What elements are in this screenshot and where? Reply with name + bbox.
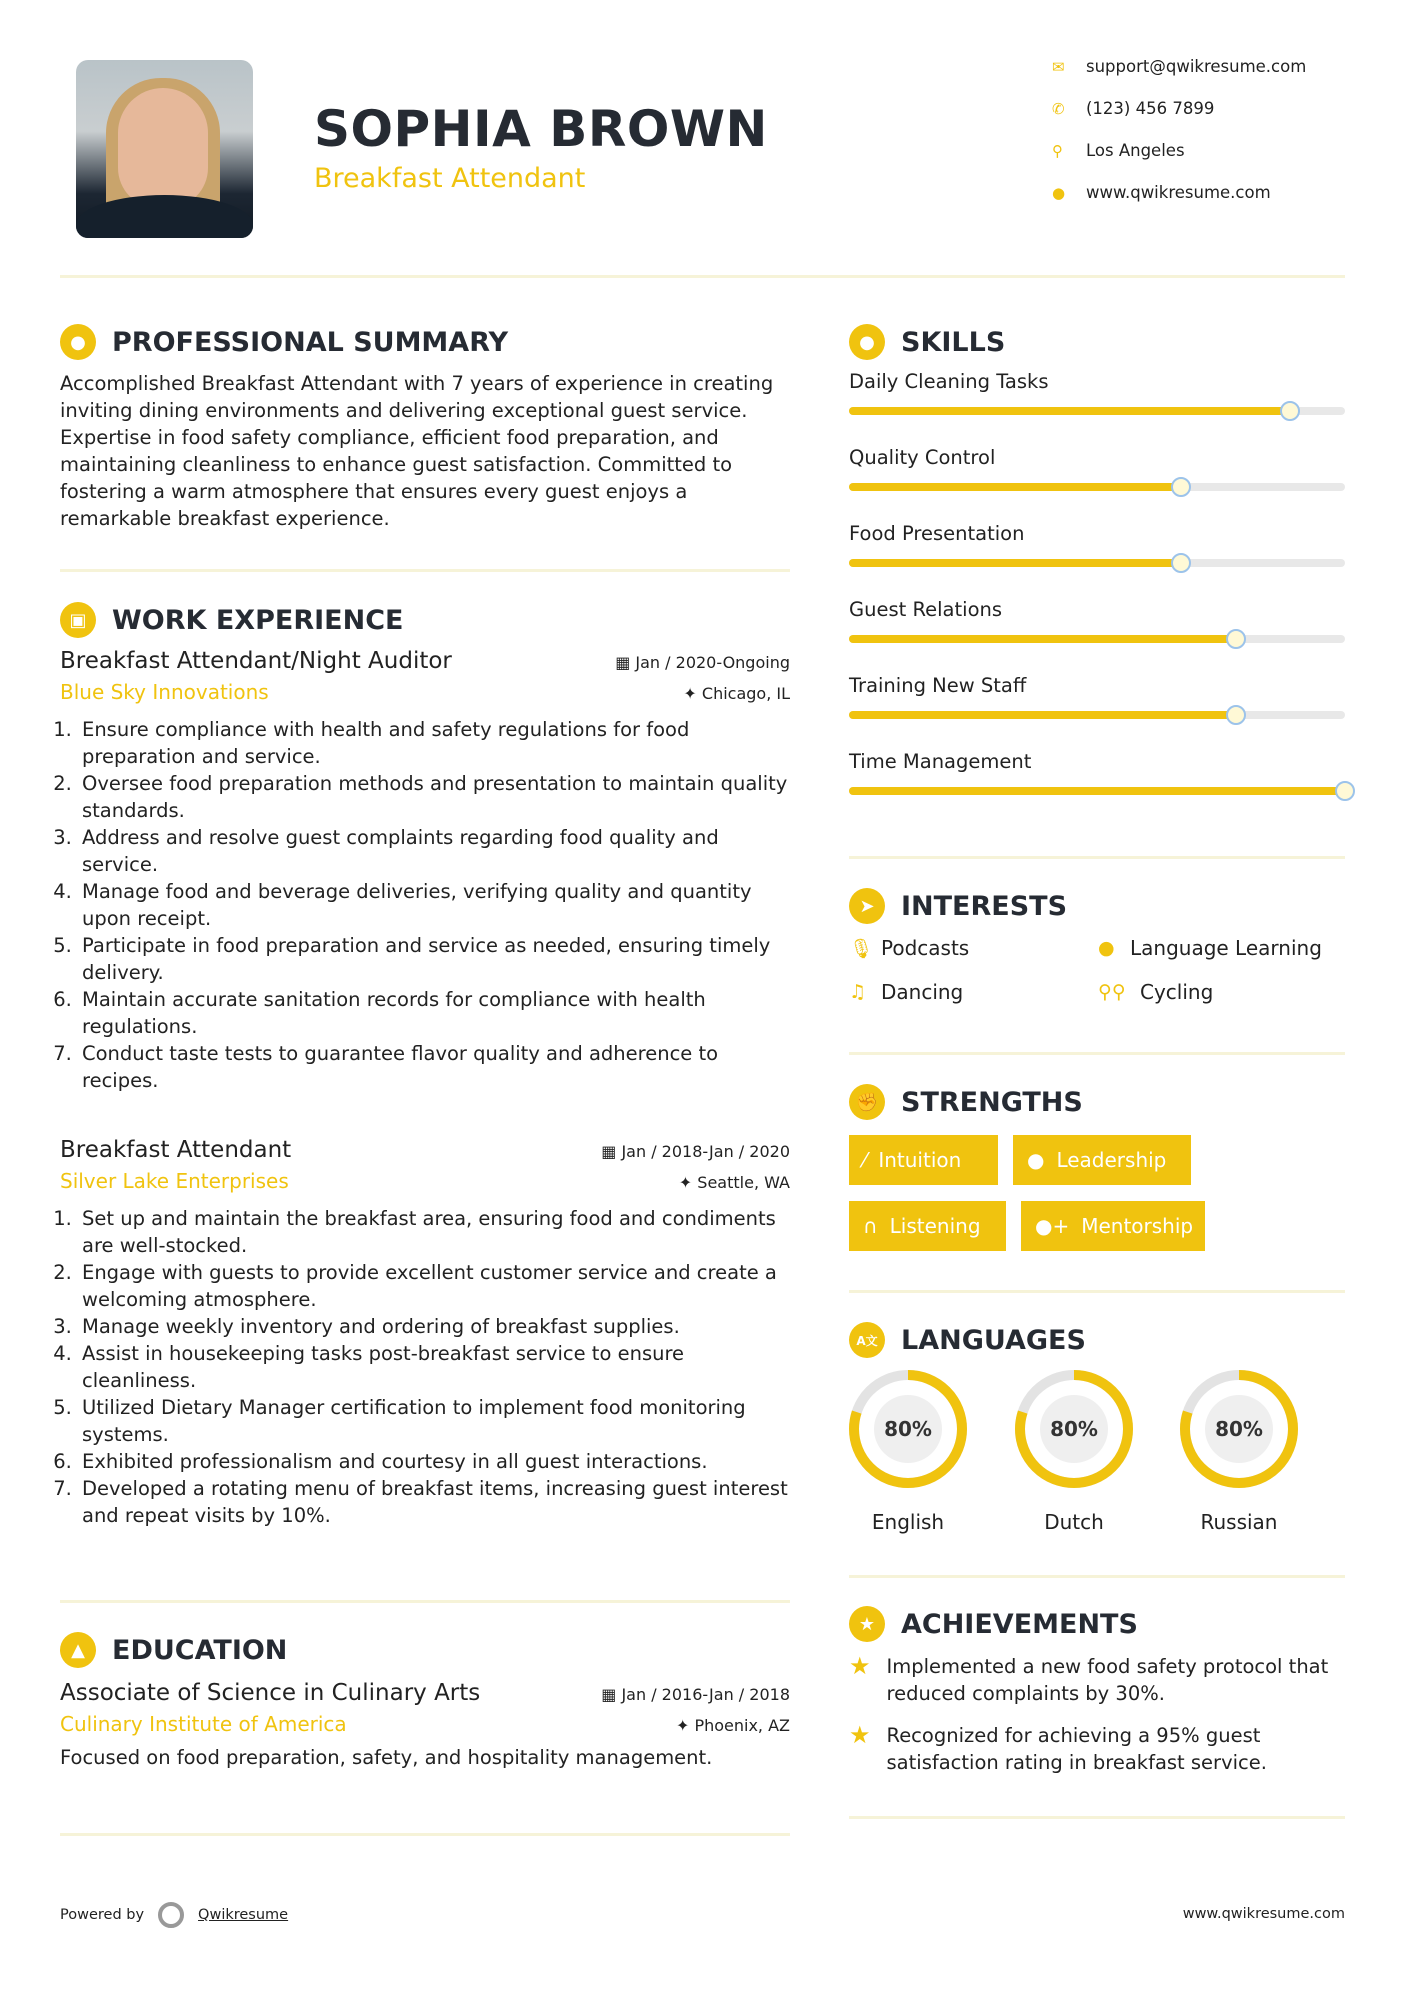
skill-bar-fill	[849, 407, 1290, 415]
achievement-text: Implemented a new food safety protocol that reduced complaints by 30%.	[886, 1655, 1329, 1705]
envelope-icon: ✉	[1052, 57, 1065, 76]
strength-chip	[849, 1201, 1006, 1251]
graduation-icon: ▲	[60, 1632, 96, 1668]
divider	[60, 1833, 790, 1836]
divider	[849, 1052, 1345, 1055]
skill-item	[849, 750, 1345, 826]
list-item: 5. Participate in food preparation and service as needed, ensuring timely delivery.	[78, 932, 790, 986]
list-item: 1. Ensure compliance with health and safety regulations for food preparation and service.	[78, 716, 790, 770]
list-item: 7. Developed a rotating menu of breakfast items, increasing guest interest and repeat visits by 10%.	[78, 1475, 790, 1529]
heading-text: WORK EXPERIENCE	[112, 604, 404, 636]
job-entry	[60, 1137, 790, 1529]
skill-knob	[1226, 629, 1246, 649]
heading-text: INTERESTS	[901, 890, 1068, 922]
language-label: English	[871, 1510, 945, 1534]
heading-text: PROFESSIONAL SUMMARY	[112, 326, 509, 358]
candidate-name: SOPHIA BROWN	[314, 100, 768, 158]
dates-text: Jan / 2016-Jan / 2018	[621, 1685, 790, 1704]
achievement-item	[849, 1653, 1345, 1707]
divider	[849, 1290, 1345, 1293]
company-name: Silver Lake Enterprises	[60, 1169, 289, 1193]
headphones-icon: ∩	[863, 1214, 878, 1238]
footer-website[interactable]: www.qwikresume.com	[1182, 1906, 1345, 1922]
chip-label: Listening	[889, 1214, 981, 1238]
list-item: 3. Manage weekly inventory and ordering of breakfast supplies.	[78, 1313, 790, 1340]
language-percent: 80%	[884, 1417, 932, 1441]
languages-heading	[849, 1322, 1086, 1358]
language-donut	[1174, 1366, 1304, 1492]
skill-item	[849, 522, 1345, 598]
education-description: Focused on food preparation, safety, and hospitality management.	[60, 1746, 713, 1769]
skills-heading	[849, 324, 1005, 360]
job-duties	[60, 716, 790, 1094]
fist-icon: ✊	[849, 1084, 885, 1120]
dates-text: Jan / 2018-Jan / 2020	[621, 1142, 790, 1161]
calendar-icon: ▦	[615, 653, 636, 672]
job-entry	[60, 648, 790, 1094]
list-item: 4. Assist in housekeeping tasks post-breakfast service to ensure cleanliness.	[78, 1340, 790, 1394]
location-text: Chicago, IL	[701, 684, 790, 703]
job-dates	[601, 1142, 790, 1161]
chip-label: Intuition	[878, 1148, 962, 1172]
list-item: 6. Exhibited professionalism and courtesy in all guest interactions.	[78, 1448, 790, 1475]
skill-item	[849, 674, 1345, 750]
list-item: 7. Conduct taste tests to guarantee flavor quality and adherence to recipes.	[78, 1040, 790, 1094]
heading-text: EDUCATION	[112, 1634, 288, 1666]
contact-text: Los Angeles	[1086, 141, 1185, 160]
location-text: Phoenix, AZ	[694, 1716, 790, 1735]
job-title: Breakfast Attendant/Night Auditor	[60, 648, 452, 674]
strength-chip	[1013, 1135, 1191, 1185]
list-item: 6. Maintain accurate sanitation records for compliance with health regulations.	[78, 986, 790, 1040]
language-label: Dutch	[1044, 1510, 1104, 1534]
strength-chip	[849, 1135, 998, 1185]
contact-text: (123) 456 7899	[1086, 99, 1215, 118]
skill-item	[849, 446, 1345, 522]
skill-label: Training New Staff	[849, 674, 1027, 697]
education-heading	[60, 1632, 287, 1668]
contact-email[interactable]	[1052, 57, 1306, 76]
briefcase-icon: ▣	[60, 602, 96, 638]
list-item: 3. Address and resolve guest complaints regarding food quality and service.	[78, 824, 790, 878]
list-item: 2. Oversee food preparation methods and presentation to maintain quality standards.	[78, 770, 790, 824]
star-icon: ★	[849, 1652, 871, 1680]
skill-bar	[849, 483, 1345, 491]
interest-label: Dancing	[881, 980, 964, 1004]
list-item: 1. Set up and maintain the breakfast area, ensuring food and condiments are well-stocked.	[78, 1205, 790, 1259]
contact-text: support@qwikresume.com	[1086, 57, 1307, 76]
interest-label: Podcasts	[881, 936, 970, 960]
divider	[60, 569, 790, 572]
calendar-icon: ▦	[601, 1142, 622, 1161]
divider	[60, 1600, 790, 1603]
user-icon: ●	[60, 324, 96, 360]
microphone-icon: 🎙	[849, 937, 874, 960]
star-icon: ★	[849, 1721, 871, 1749]
divider	[849, 1816, 1345, 1819]
divider	[849, 856, 1345, 859]
strengths-heading	[849, 1084, 1083, 1120]
language-percent: 80%	[1050, 1417, 1098, 1441]
user-plus-icon: ●+	[1035, 1214, 1070, 1238]
summary-text: Accomplished Breakfast Attendant with 7 years of experience in creating inviting dining environments and delivering exceptional guest service. Expertise in food safety compliance, efficient food preparation, and maintaining cleanliness to enhance guest satisfaction. Committed to fostering a warm atmosphere that ensures every guest enjoys a remarkable breakfast experience.	[60, 372, 774, 530]
dates-text: Jan / 2020-Ongoing	[635, 653, 790, 672]
profile-photo	[76, 60, 253, 238]
summary-heading	[60, 324, 508, 360]
heading-text: SKILLS	[901, 326, 1006, 358]
bicycle-icon: ⚲⚲	[1098, 981, 1126, 1003]
job-location	[679, 1173, 790, 1192]
pushpin-icon: ✦	[678, 1173, 698, 1192]
edu-dates	[601, 1685, 790, 1704]
education-entry	[60, 1680, 790, 1771]
language-label: Russian	[1200, 1510, 1278, 1534]
star-icon: ★	[849, 1606, 885, 1642]
globe-icon: ●	[1098, 937, 1115, 959]
skill-bar	[849, 635, 1345, 643]
skill-knob	[1226, 705, 1246, 725]
skill-bar	[849, 787, 1345, 795]
phone-icon: ✆	[1052, 99, 1065, 118]
globe-icon: ●	[1052, 183, 1066, 202]
job-location	[683, 684, 790, 703]
users-icon: ●	[1027, 1148, 1045, 1172]
interest-label: Cycling	[1140, 980, 1214, 1004]
contact-phone	[1052, 99, 1214, 118]
interests-heading	[849, 888, 1067, 924]
interest-label: Language Learning	[1130, 936, 1322, 960]
interest-item	[1098, 980, 1213, 1004]
language-percent: 80%	[1215, 1417, 1263, 1441]
language-item	[1009, 1366, 1139, 1534]
skill-item	[849, 370, 1345, 446]
skill-bar	[849, 407, 1345, 415]
contact-text: www.qwikresume.com	[1086, 183, 1271, 202]
language-icon: A文	[849, 1322, 885, 1358]
map-pin-icon: ⚲	[1052, 141, 1063, 160]
chip-label: Mentorship	[1081, 1214, 1194, 1238]
interest-item	[849, 980, 963, 1004]
skill-knob	[1171, 553, 1191, 573]
music-icon: ♫	[849, 981, 867, 1003]
edu-location	[676, 1716, 790, 1735]
heading-text: LANGUAGES	[901, 1324, 1086, 1356]
skill-item	[849, 598, 1345, 674]
company-name: Blue Sky Innovations	[60, 680, 269, 704]
skill-bar-fill	[849, 711, 1236, 719]
job-duties	[60, 1205, 790, 1529]
interest-item	[1098, 936, 1322, 960]
magic-wand-icon: ⁄	[863, 1148, 867, 1172]
skill-bar-fill	[849, 787, 1345, 795]
powered-by-text: Powered by	[60, 1907, 145, 1923]
skill-knob	[1171, 477, 1191, 497]
skill-bar	[849, 711, 1345, 719]
achievements-heading	[849, 1606, 1138, 1642]
paper-plane-icon: ➤	[849, 888, 885, 924]
list-item: 5. Utilized Dietary Manager certification to implement food monitoring systems.	[78, 1394, 790, 1448]
strength-chip	[1021, 1201, 1205, 1251]
lightbulb-icon: ●	[849, 324, 885, 360]
experience-heading	[60, 602, 403, 638]
contact-location	[1052, 141, 1185, 160]
heading-text: STRENGTHS	[901, 1086, 1083, 1118]
achievement-item	[849, 1722, 1345, 1776]
calendar-icon: ▦	[601, 1685, 622, 1704]
location-text: Seattle, WA	[697, 1173, 790, 1192]
language-item	[1174, 1366, 1304, 1534]
qwikresume-logo-icon	[158, 1902, 184, 1928]
skill-bar-fill	[849, 559, 1181, 567]
achievement-text: Recognized for achieving a 95% guest satisfaction rating in breakfast service.	[886, 1724, 1267, 1774]
list-item: 2. Engage with guests to provide excellent customer service and create a welcoming atmosphere.	[78, 1259, 790, 1313]
school-name: Culinary Institute of America	[60, 1712, 347, 1736]
interest-item	[849, 936, 969, 960]
candidate-title: Breakfast Attendant	[314, 163, 586, 194]
job-title: Breakfast Attendant	[60, 1137, 292, 1163]
skill-bar-fill	[849, 483, 1181, 491]
brand-link[interactable]: Qwikresume	[198, 1907, 289, 1923]
chip-label: Leadership	[1056, 1148, 1167, 1172]
skill-knob	[1280, 401, 1300, 421]
skill-label: Quality Control	[849, 446, 996, 469]
skill-label: Time Management	[849, 750, 1032, 773]
contact-website[interactable]	[1052, 183, 1271, 202]
divider	[849, 1575, 1345, 1578]
skill-label: Daily Cleaning Tasks	[849, 370, 1049, 393]
list-item: 4. Manage food and beverage deliveries, verifying quality and quantity upon receipt.	[78, 878, 790, 932]
job-dates	[615, 653, 790, 672]
skill-label: Food Presentation	[849, 522, 1025, 545]
skill-knob	[1335, 781, 1355, 801]
heading-text: ACHIEVEMENTS	[901, 1608, 1138, 1640]
skill-bar-fill	[849, 635, 1236, 643]
language-donut	[843, 1366, 973, 1492]
language-donut	[1009, 1366, 1139, 1492]
skills-list	[849, 370, 1345, 826]
language-item	[843, 1366, 973, 1534]
skill-bar	[849, 559, 1345, 567]
skill-label: Guest Relations	[849, 598, 1003, 621]
degree: Associate of Science in Culinary Arts	[60, 1680, 481, 1706]
pushpin-icon: ✦	[683, 684, 702, 703]
pushpin-icon: ✦	[675, 1716, 695, 1735]
header-divider	[60, 275, 1345, 278]
footer-left	[60, 1902, 288, 1928]
